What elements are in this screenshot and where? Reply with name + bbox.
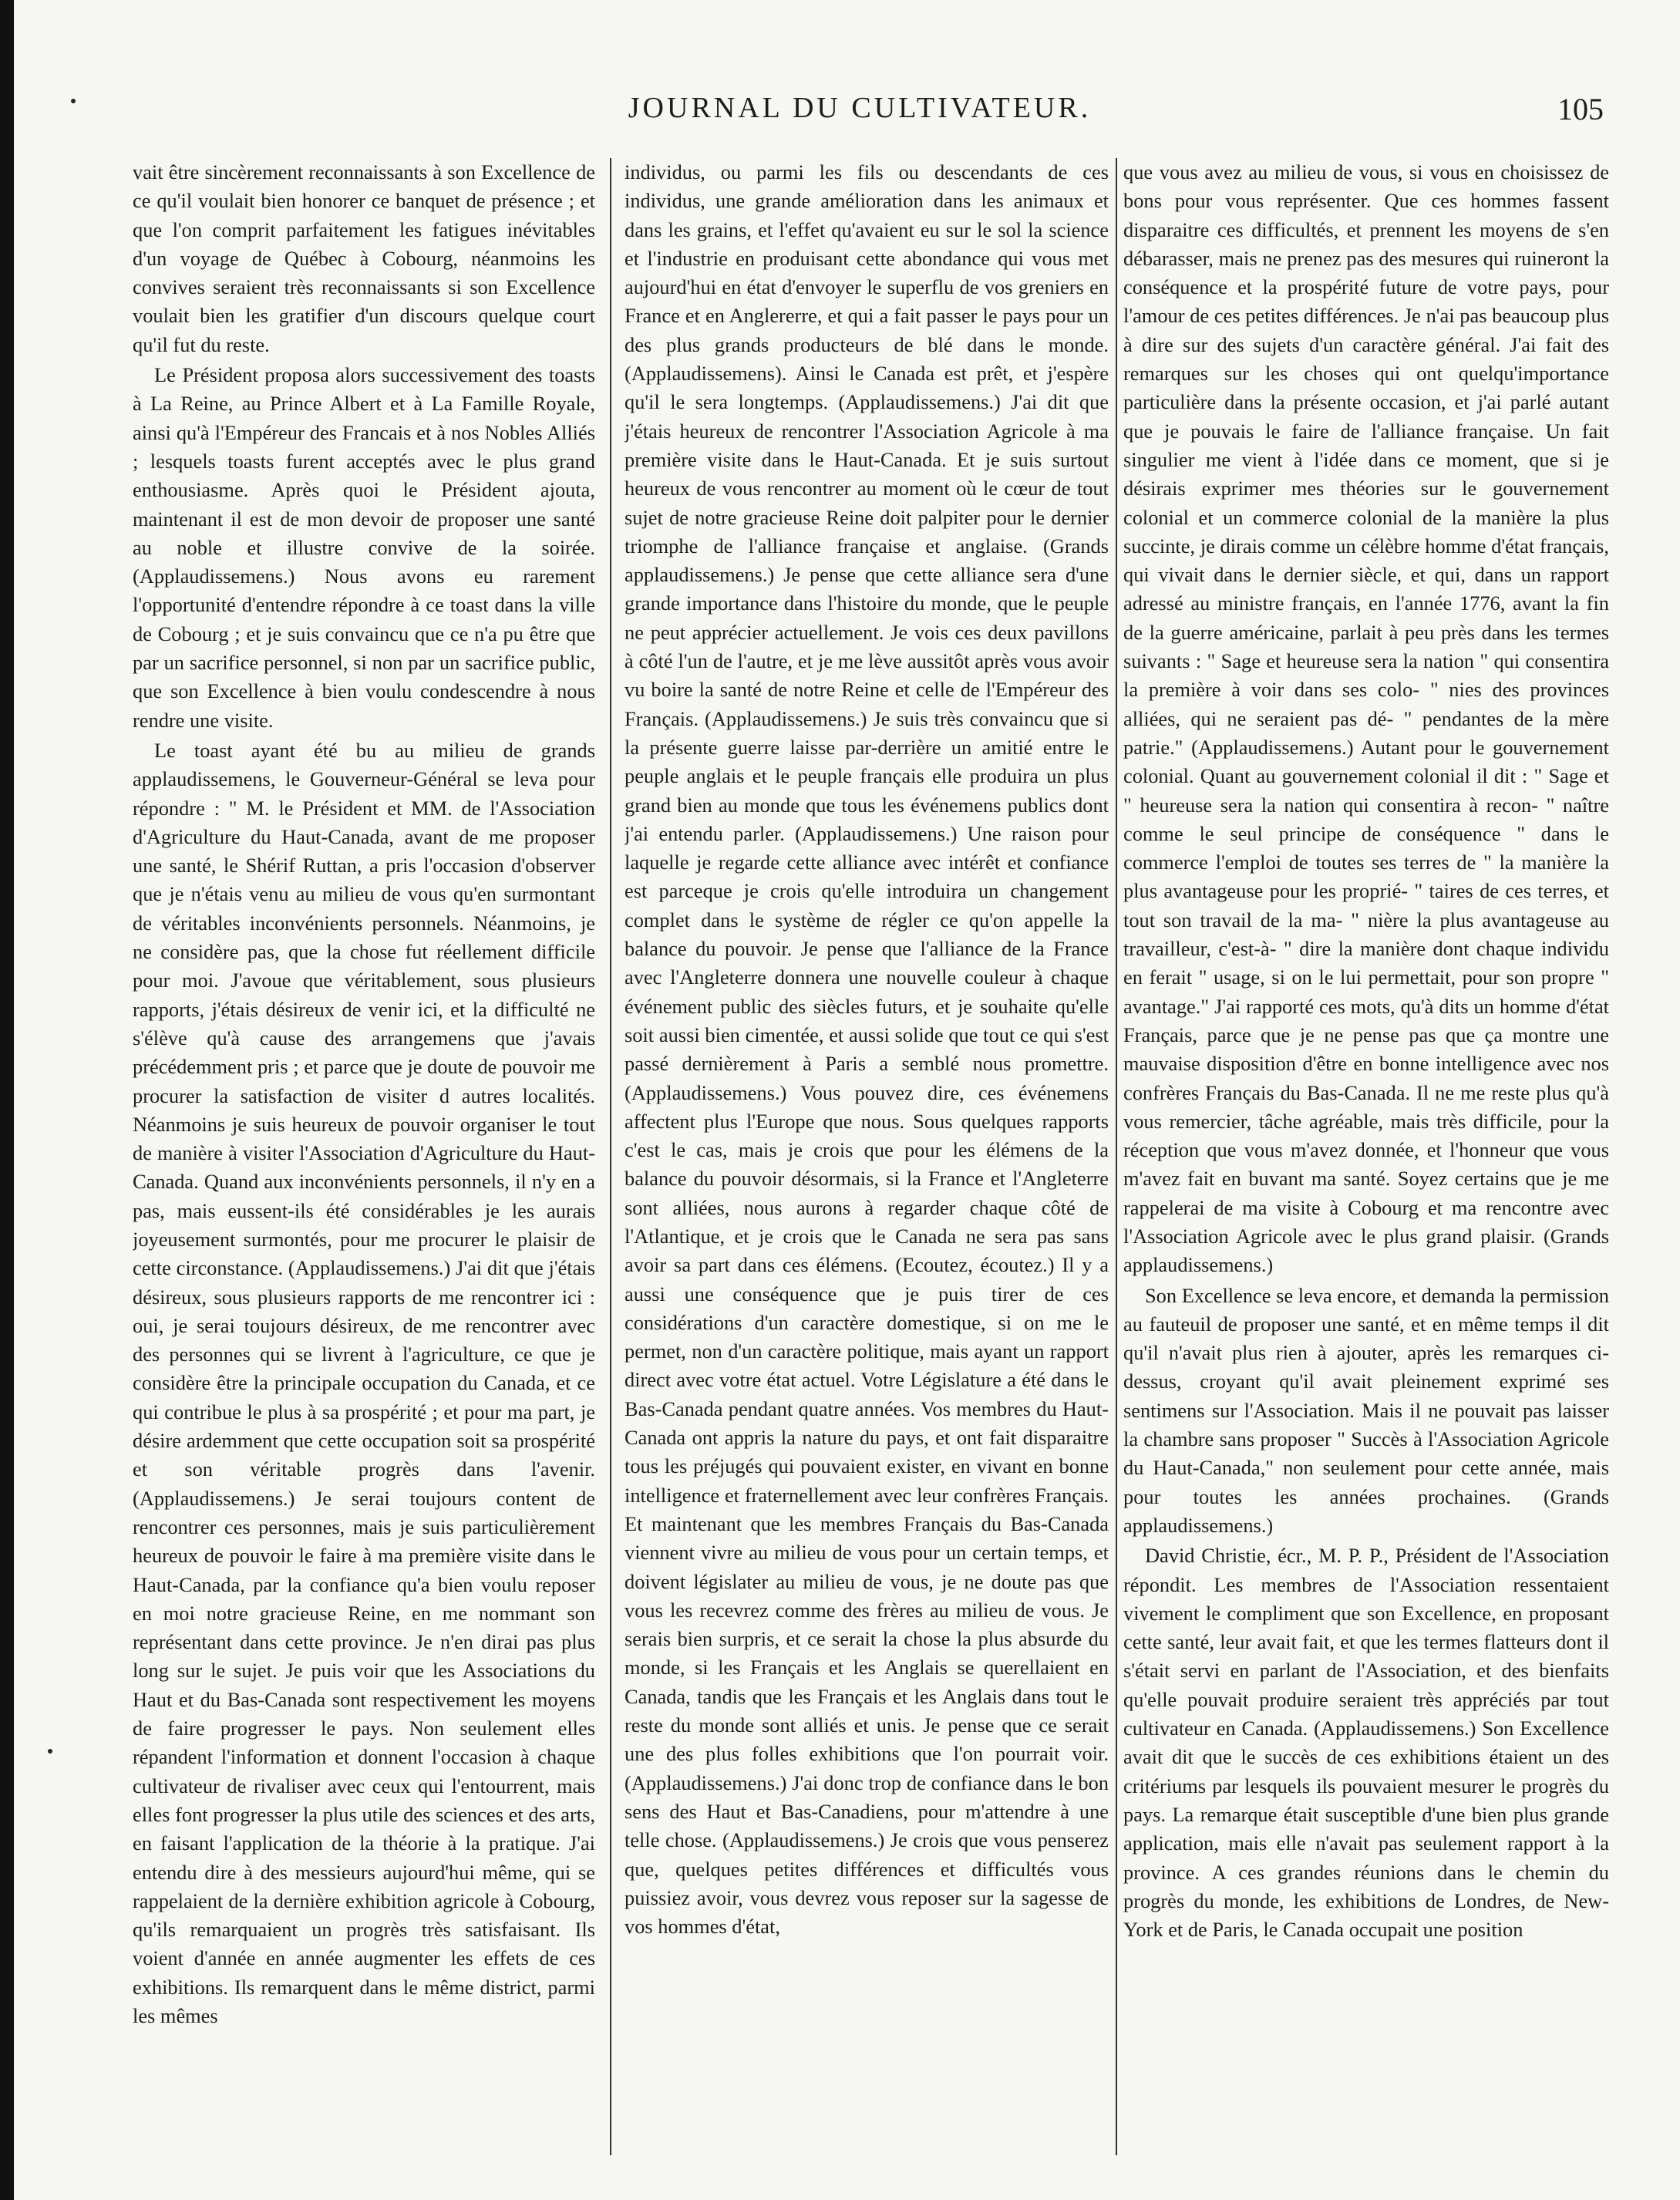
paragraph: Son Excellence se leva encore, et demanda la permission au fauteuil de proposer une santé, et en même temps il dit qu'il n'avait plus rien à ajouter, après les remarques ci-dessus, croyant qu'il avait pleinement exprimé ses sentimens sur l'Association. Mais il ne pouvait pas laisser la chambre sans proposer " Succès à l'Association Agricole du Haut-Canada," non seulement pour cette année, mais pour toutes les années prochaines. (Grands applaudissemens.): [1123, 1283, 1609, 1537]
page-binding-edge: [0, 0, 14, 2200]
page-number: 105: [1557, 92, 1604, 126]
column-rule: [610, 158, 611, 2155]
text-column-2: [625, 158, 1109, 2163]
text-column-3: [1123, 158, 1609, 2163]
paragraph: vait être sincèrement reconnaissants à son Excellence de ce qu'il voulait bien honorer ce banquet de présence ; et que l'on comprit parfaitement les fatigues inévitables d'un voyage de Québec à Cobourg, néanmoins les convives seraient très reconnaissants si son Excellence voulait bien les gratifier d'un discours quelque court qu'il fut du reste.: [133, 160, 595, 356]
paragraph: Le toast ayant été bu au milieu de grands applaudissemens, le Gouverneur-Général se leva pour répondre : " M. le Président et MM. de l'Association d'Agriculture du Haut-Canada, avant de me proposer une santé, le Shérif Ruttan, a pris l'occasion d'observer que je n'étais venu au milieu de vous qu'en surmontant de véritables inconvénients personnels. Néanmoins, je ne considère pas, que la chose fut réellement difficile pour moi. J'avoue que véritablement, sous plusieurs rapports, j'étais désireux de venir ici, et la difficulté ne s'élève qu'à cause des arrangemens que j'avais précédemment pris ; et parce que je doute de pouvoir me procurer la satisfaction de visiter d autres localités. Néanmoins je suis heureux de pouvoir organiser le tout de manière à visiter l'Association d'Agriculture du Haut-Canada. Quand aux inconvénients personnels, il n'y en a pas, mais eussent-ils été considérables je les aurais joyeusement surmontés, pour me procurer le plaisir de cette circonstance. (Applaudissemens.) J'ai dit que j'étais désireux, sous plusieurs rapports de me rencontrer ici : oui, je serai toujours désireux, de me rencontrer avec des personnes qui se livrent à l'agriculture, ce que je considère être la principale occupation du Canada, et ce qui contribue le plus à sa prospérité ; et pour ma part, je désire ardemment que cette occupation soit sa prospérité et son véritable progrès dans l'avenir. (Applaudissemens.) Je serai toujours content de rencontrer ces personnes, mais je suis particulièrement heureux de pouvoir le faire à ma première visite dans le Haut-Canada, par la confiance qu'a bien voulu reposer en moi notre gracieuse Reine, en me nommant son représentant dans cette province. Je n'en dirai pas plus long sur le sujet. Je puis voir que les Associations du Haut et du Bas-Canada sont respectivement les moyens de faire progresser le pays. Non seulement elles répandent l'information et donnent l'occasion à chaque cultivateur de rivaliser avec ceux qui l'entourrent, mais elles font progresser la plus utile des sciences et des arts, en faisant l'application de la théorie à la pratique. J'ai entendu dire à des messieurs aujourd'hui même, qui se rappelaient de la dernière exhibition agricole à Cobourg, qu'ils remarquaient un progrès très satisfaisant. Ils voient d'année en année augmenter les effets de ces exhibitions. Ils remarquent dans le même district, parmi les mêmes: [133, 738, 595, 2027]
paragraph: Le Président proposa alors successivement des toasts à La Reine, au Prince Albert et à La Famille Royale, ainsi qu'à l'Empéreur des Francais et à nos Nobles Alliés ; lesquels toasts furent acceptés avec le plus grand enthousiasme. Après quoi le Président ajouta, maintenant il est de mon devoir de proposer une santé au noble et illustre convive de la soirée. (Applaudissemens.) Nous avons eu rarement l'opportunité d'entendre répondre à ce toast dans la ville de Cobourg ; et je suis convaincu que ce n'a pu être que par un sacrifice personnel, si non par un sacrifice public, que son Excellence à bien voulu condescendre à nous rendre une visite.: [133, 363, 595, 732]
paragraph: David Christie, écr., M. P. P., Président de l'Association répondit. Les membres de l'Association ressentaient vivement le compliment que son Excellence, en proposant cette santé, leur avait fait, et que les termes flatteurs dont il s'était servi en parlant de l'Association, et des bienfaits qu'elle pouvait produire seraient très appréciés par tout cultivateur en Canada. (Applaudissemens.) Son Excellence avait dit que le succès de ces exhibitions étaient un des critériums par lesquels ils pouvaient mesurer le progrès du pays. La remarque était susceptible d'une bien plus grande application, mais elle n'avait pas seulement rapport à la province. A ces grandes réunions dans le chemin du progrès du monde, les exhibitions de Londres, de New-York et de Paris, le Canada occupait une position: [1123, 1544, 1609, 1942]
paragraph: que vous avez au milieu de vous, si vous en choisissez de bons pour vous représenter. Que ces hommes fassent disparaitre ces difficultés, et prennent les moyens de s'en débarasser, mais ne prenez pas des mesures qui ruineront la conséquence et la prospérité future de votre pays, pour l'amour de ces petites différences. Je n'ai pas beaucoup plus à dire sur des sujets d'un caractère général. J'ai fait des remarques sur les choses qui ont quelqu'importance particulière dans la présente occasion, et j'ai parlé autant que je pouvais le faire de l'alliance française. Un fait singulier me vient à l'idée dans ce moment, que si je désirais exprimer mes théories sur le gouvernement colonial et un commerce colonial de la manière la plus succinte, je dirais comme un célèbre homme d'état français, qui vivait dans le dernier siècle, et qui, dans un rapport adressé au ministre français, en l'année 1776, avant la fin de la guerre américaine, parlait à peu près dans les termes suivants : " Sage et heureuse sera la nation " qui consentira la première à voir dans ses colo- " nies des provinces alliées, qui ne seraient pas dé- " pendantes de la mère patrie." (Applaudissemens.) Autant pour le gouvernement colonial. Quant au gouvernement colonial il dit : " Sage et " heureuse sera la nation qui consentira à recon- " naître comme le seul principe de conséquence " dans le commerce l'emploi de toutes ses terres de " la manière la plus avantageuse pour les proprié- " taires de ces terres, et tout son travail de la ma- " nière la plus avantageuse au travailleur, c'est-à- " dire la manière dont chaque individu en ferait " usage, si on le lui permettait, pour son propre " avantage." J'ai rapporté ces mots, qu'à dits un homme d'état Français, parce que je ne pense pas que ça montre une mauvaise disposition d'être en bonne intelligence avec nos confrères Français du Bas-Canada. Il ne me reste plus qu'à vous remercier, tâche agréable, mais très difficile, pour la réception que vous m'avez donnée, et l'honneur que vous m'avez fait en buvant ma santé. Soyez certains que je me rappelerai de ma visite à Cobourg et ma rencontre avec l'Association Agricole avec le plus grand plaisir. (Grands applaudissemens.): [1123, 160, 1609, 1277]
paragraph: individus, ou parmi les fils ou descendants de ces individus, une grande amélioration dans les animaux et dans les grains, et l'effet qu'avaient eu sur le sol la science et l'industrie en produisant cette abondance qui vous met aujourd'hui en état d'envoyer le superflu de vos greniers en France et en Anglererre, et qui a fait passer le pays pour un des plus grands producteurs de blé dans le monde. (Applaudissemens). Ainsi le Canada est prêt, et j'espère qu'il le sera longtemps. (Applaudissemens.) J'ai dit que j'étais heureux de rencontrer l'Association Agricole à ma première visite dans le Haut-Canada. Et je suis surtout heureux de vous rencontrer au moment où le cœur de tout sujet de notre gracieuse Reine doit palpiter pour le dernier triomphe de l'alliance française et anglaise. (Grands applaudissemens.) Je pense que cette alliance sera d'une grande importance dans l'histoire du monde, que le peuple ne peut apprécier actuellement. Je vois ces deux pavillons à côté l'un de l'autre, et je me lève aussitôt après vous avoir vu boire la santé de notre Reine et celle de l'Empéreur des Français. (Applaudissemens.) Je suis très convaincu que si la présente guerre laisse par-derrière un amitié entre le peuple anglais et le peuple français elle produira un plus grand bien au monde que tous les événemens publics dont j'ai entendu parler. (Applaudissemens.) Une raison pour laquelle je regarde cette alliance avec intérêt et confiance est parceque je crois qu'elle introduira un changement complet dans le système de régler ce qu'on appelle la balance du pouvoir. Je pense que l'alliance de la France avec l'Angleterre donnera une nouvelle couleur à chaque événement public des siècles futurs, et je souhaite qu'elle soit aussi bien cimentée, et aussi solide que tout ce qui s'est passé dernièrement à Paris a semblé nous promettre. (Applaudissemens.) Vous pouvez dire, ces événemens affectent plus l'Europe que nous. Sous quelques rapports c'est le cas, mais je crois que pour les élémens de la balance du pouvoir désormais, si la France et l'Angleterre sont alliées, nous aurons à regarder chaque côté de l'Atlantique, et je crois que le Canada ne sera pas sans avoir sa part dans ces élémens. (Ecoutez, écoutez.) Il y a aussi une conséquence que je puis tirer de ces considérations d'un caractère domestique, si on me le permet, non d'un caractère politique, mais ayant un rapport direct avec votre état actuel. Votre Législature a été dans le Bas-Canada pendant quatre années. Vos membres du Haut-Canada ont appris la nature du pays, et ont fait disparaitre tous les préjugés qui pouvaient exister, en vivant en bonne intelligence et fraternellement avec leur confrères Français. Et maintenant que les membres Français du Bas-Canada viennent vivre au milieu de vous pour un certain temps, et doivent législater au milieu de vous, je ne doute pas que vous les recevrez comme des frères au milieu de vous. Je serais bien surpris, et ce serait la chose la plus absurde du monde, si les Français et les Anglais se querellaient en Canada, tandis que les Français et les Anglais dans tout le reste du monde sont alliés et unis. Je pense que ce serait une des plus folles exhibitions que l'on pourrait voir. (Applaudissemens.) J'ai donc trop de confiance dans le bon sens des Haut et Bas-Canadiens, pour m'attendre à une telle chose. (Applaudissemens.) Je crois que vous penserez que, quelques petites différences et difficultés vous puissiez avoir, vous devrez vous reposer sur la sagesse de vos hommes d'état,: [625, 160, 1109, 1939]
text-column-1: [133, 158, 595, 2163]
margin-mark: [48, 1749, 52, 1754]
page-header: [116, 91, 1604, 137]
margin-mark: [71, 99, 76, 103]
journal-title: JOURNAL DU CULTIVATEUR.: [628, 92, 1092, 124]
column-rule: [1116, 158, 1117, 2155]
